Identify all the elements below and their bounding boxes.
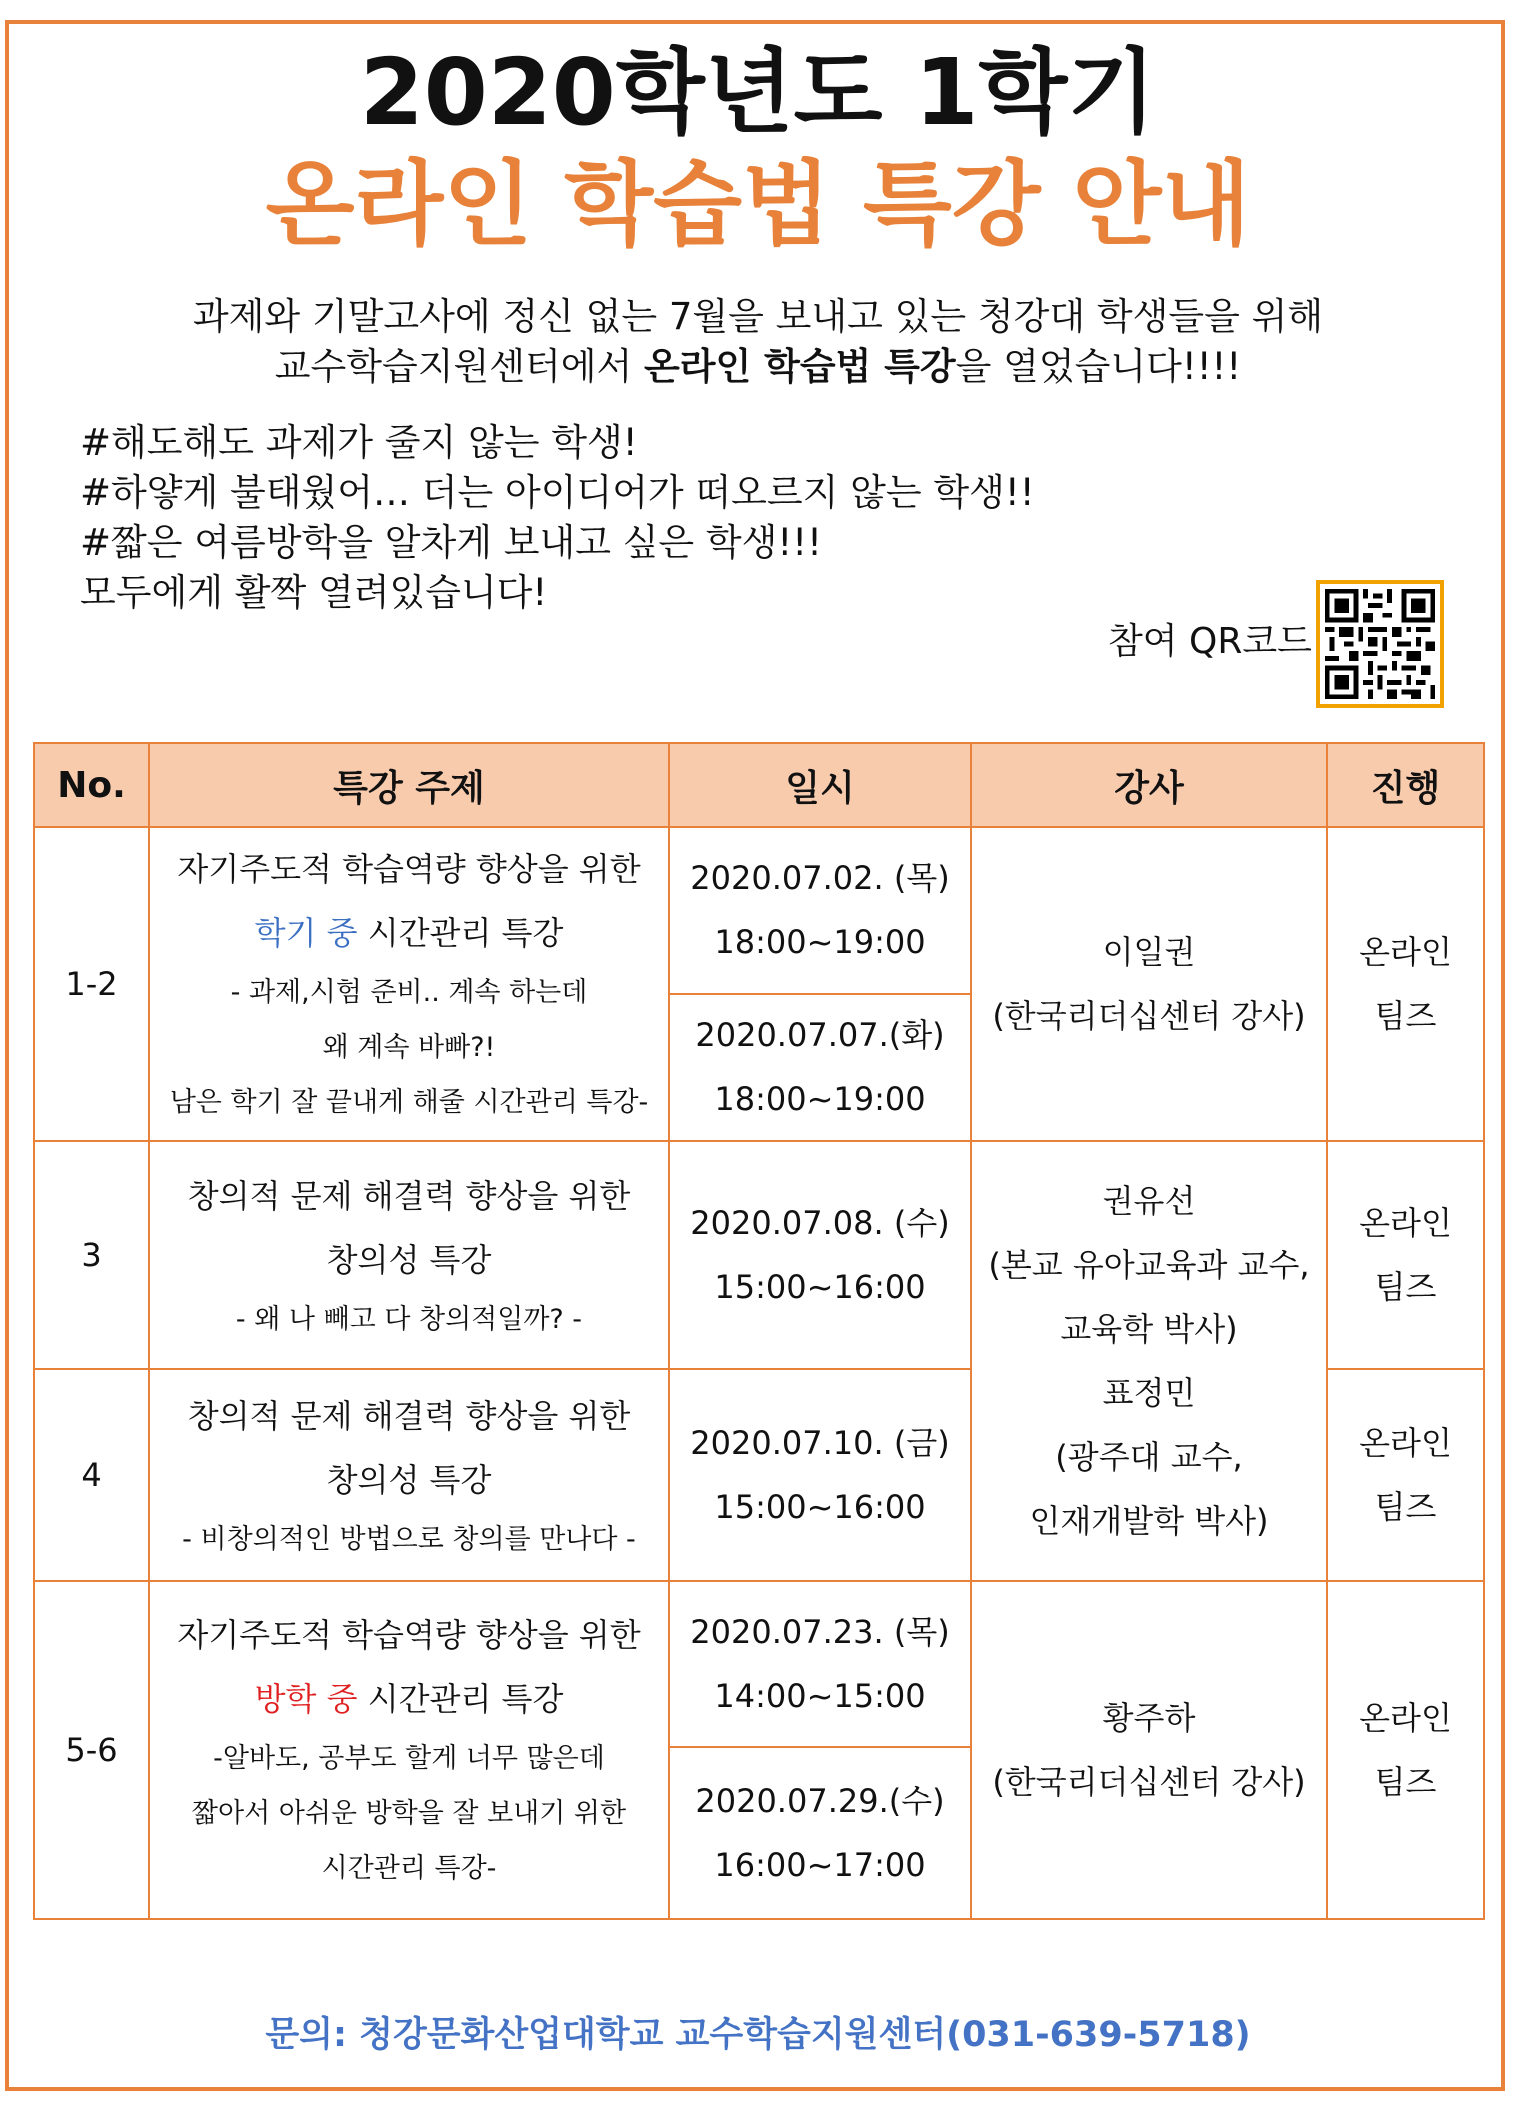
topic-cell <box>149 1141 669 1370</box>
hashtag-1: #해도해도 과제가 줄지 않는 학생! <box>80 421 638 464</box>
hashtag-list <box>80 418 1035 618</box>
session-date: 2020.07.10. (금) <box>690 1424 950 1463</box>
topic-line-2: 창의성 특강 <box>326 1460 492 1499</box>
session-time: 16:00~17:00 <box>714 1846 926 1885</box>
topic-cell <box>149 1581 669 1919</box>
intro-line-1: 과제와 기말고사에 정신 없는 7월을 보내고 있는 청강대 학생들을 위해 <box>192 295 1324 338</box>
mode-platform: 팀즈 <box>1374 996 1437 1035</box>
table-row <box>34 1581 1484 1748</box>
instructor-affiliation: (한국리더십센터 강사) <box>992 996 1306 1035</box>
session-date: 2020.07.08. (수) <box>690 1204 950 1242</box>
topic-line-1: 창의적 문제 해결력 향상을 위한 <box>187 1176 631 1215</box>
mode-online: 온라인 <box>1359 1204 1452 1242</box>
topic-sub-1: - 비창의적인 방법으로 창의를 만나다 - <box>182 1523 636 1555</box>
topic-sub-3: 시간관리 특강- <box>321 1853 497 1885</box>
topic-line-1: 창의적 문제 해결력 향상을 위한 <box>187 1396 631 1435</box>
instructor-cell <box>971 1141 1327 1581</box>
header-topic: 특강 주제 <box>149 743 669 827</box>
topic-line-2-rest: 시간관리 특강 <box>357 1680 564 1719</box>
qr-code-graphic <box>1320 584 1440 704</box>
intro-text <box>0 292 1516 392</box>
mode-online: 온라인 <box>1359 1424 1452 1463</box>
session-date: 2020.07.29.(수) <box>695 1782 945 1821</box>
topic-line-2-rest: 시간관리 특강 <box>357 914 564 953</box>
mode-cell <box>1327 827 1484 1141</box>
instructor-affiliation: (한국리더십센터 강사) <box>992 1762 1306 1801</box>
row-number: 5-6 <box>34 1581 149 1919</box>
header-instructor: 강사 <box>971 743 1327 827</box>
intro-line-2 <box>0 342 1516 392</box>
title-line-2: 온라인 학습법 특강 안내 <box>265 151 1251 258</box>
topic-sub-1: - 왜 나 빼고 다 창의적일까? - <box>235 1303 583 1335</box>
session-date: 2020.07.23. (목) <box>690 1613 950 1652</box>
session-time: 18:00~19:00 <box>714 923 926 962</box>
table-row <box>34 827 1484 994</box>
intro-line-2-bold: 온라인 학습법 특강 <box>643 345 956 388</box>
session-time: 18:00~19:00 <box>714 1080 926 1119</box>
instructor-affiliation: (본교 유아교육과 교수, <box>988 1245 1310 1284</box>
topic-cell <box>149 827 669 1141</box>
session-datetime <box>669 1581 971 1748</box>
topic-sub-3: 남은 학기 잘 끝내게 해줄 시간관리 특강- <box>169 1087 649 1119</box>
mode-online: 온라인 <box>1359 1698 1452 1737</box>
instructor-degree: 교육학 박사) <box>1060 1309 1238 1348</box>
instructor-degree: 인재개발학 박사) <box>1029 1501 1269 1540</box>
instructor-name: 황주하 <box>1102 1698 1196 1737</box>
topic-sub-1: - 과제,시험 준비.. 계속 하는데 <box>230 977 588 1009</box>
topic-line-1: 자기주도적 학습역량 향상을 위한 <box>177 850 641 889</box>
topic-sub-1: -알바도, 공부도 할게 너무 많은데 <box>213 1743 605 1775</box>
instructor-name: 이일권 <box>1102 932 1196 971</box>
topic-line-1: 자기주도적 학습역량 향상을 위한 <box>177 1616 641 1655</box>
topic-line-2: 창의성 특강 <box>326 1240 492 1279</box>
intro-line-2-prefix: 교수학습지원센터에서 <box>274 345 644 388</box>
qr-code-icon[interactable] <box>1316 580 1444 708</box>
session-datetime <box>669 827 971 994</box>
contact-footer: 문의: 청강문화산업대학교 교수학습지원센터(031-639-5718) <box>265 2015 1251 2055</box>
instructor-name: 표정민 <box>1102 1373 1196 1412</box>
session-date: 2020.07.07.(화) <box>695 1016 945 1055</box>
session-time: 15:00~16:00 <box>714 1488 926 1527</box>
hashtag-2: #하얗게 불태웠어… 더는 아이디어가 떠오르지 않는 학생!! <box>80 471 1035 514</box>
mode-cell <box>1327 1581 1484 1919</box>
table-header-row <box>34 743 1484 827</box>
instructor-name: 권유선 <box>1102 1181 1196 1220</box>
header-mode: 진행 <box>1327 743 1484 827</box>
mode-platform: 팀즈 <box>1374 1488 1437 1527</box>
row-number: 4 <box>34 1369 149 1580</box>
mode-cell <box>1327 1369 1484 1580</box>
mode-platform: 팀즈 <box>1374 1762 1437 1801</box>
session-datetime <box>669 1747 971 1919</box>
header-no: No. <box>34 743 149 827</box>
session-time: 14:00~15:00 <box>714 1677 926 1716</box>
qr-label: 참여 QR코드 <box>1108 621 1312 662</box>
mode-online: 온라인 <box>1359 932 1452 971</box>
session-time: 15:00~16:00 <box>714 1268 926 1306</box>
mode-cell <box>1327 1141 1484 1370</box>
topic-line-2 <box>150 1667 668 1731</box>
topic-highlight: 학기 중 <box>254 914 358 953</box>
instructor-affiliation: (광주대 교수, <box>1055 1437 1243 1476</box>
hashtag-3: #짧은 여름방학을 알차게 보내고 싶은 학생!!! <box>80 521 822 564</box>
topic-sub-2: 짧아서 아쉬운 방학을 잘 보내기 위한 <box>191 1798 627 1830</box>
title-line-1: 2020학년도 1학기 <box>359 39 1157 146</box>
topic-highlight: 방학 중 <box>254 1680 358 1719</box>
mode-platform: 팀즈 <box>1374 1268 1437 1306</box>
topic-cell <box>149 1369 669 1580</box>
open-to-all-text: 모두에게 활짝 열려있습니다! <box>80 571 548 614</box>
session-datetime <box>669 1369 971 1580</box>
schedule-table <box>33 742 1485 1920</box>
session-date: 2020.07.02. (목) <box>690 859 950 898</box>
instructor-cell <box>971 1581 1327 1919</box>
intro-line-2-suffix: 을 열었습니다!!!! <box>955 345 1242 388</box>
instructor-cell <box>971 827 1327 1141</box>
topic-line-2 <box>150 901 668 965</box>
table-row <box>34 1141 1484 1370</box>
session-datetime <box>669 994 971 1141</box>
topic-sub-2: 왜 계속 바빠?! <box>322 1032 496 1064</box>
row-number: 3 <box>34 1141 149 1370</box>
session-datetime <box>669 1141 971 1370</box>
header-datetime: 일시 <box>669 743 971 827</box>
row-number: 1-2 <box>34 827 149 1141</box>
